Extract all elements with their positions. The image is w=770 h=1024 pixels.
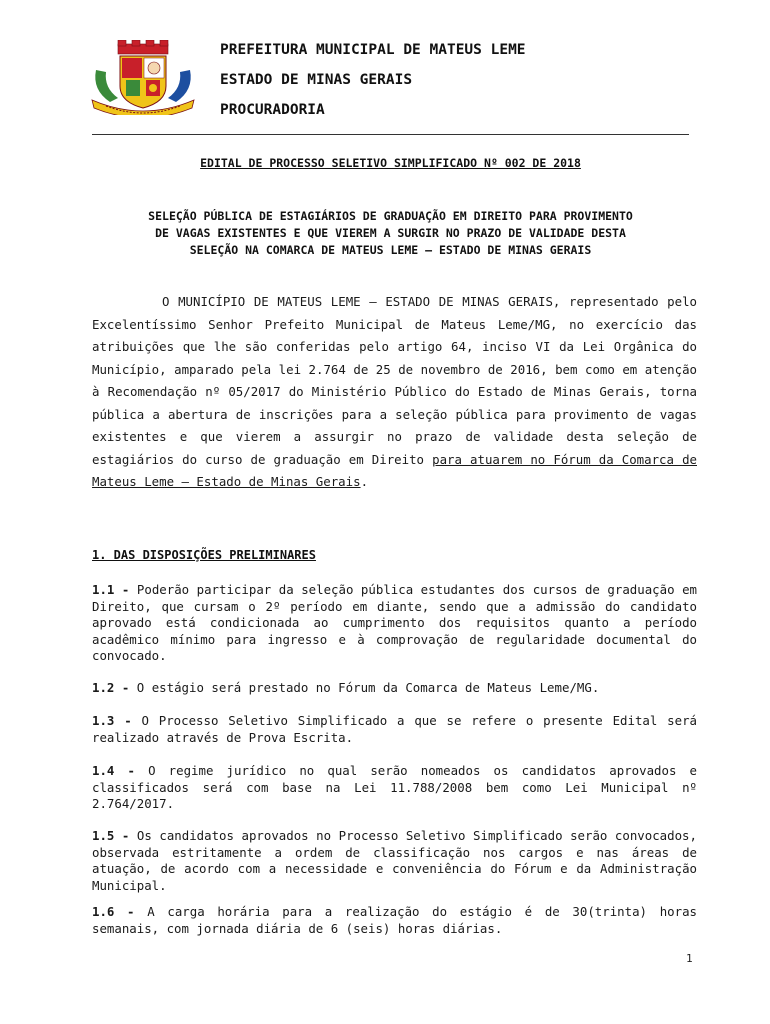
item-number: 1.4 - — [92, 763, 135, 778]
header-divider — [92, 134, 689, 135]
item-number: 1.1 - — [92, 582, 130, 597]
item-1-1 — [92, 582, 697, 665]
page-number: 1 — [686, 952, 693, 965]
item-text: O estágio será prestado no Fórum da Comarca de Mateus Leme/MG. — [129, 680, 600, 695]
item-text: O Processo Seletivo Simplificado a que se refere o presente Edital será realizado através de Prova Escrita. — [92, 713, 697, 745]
header-line-1: PREFEITURA MUNICIPAL DE MATEUS LEME — [220, 42, 526, 58]
intro-underlined-text: para atuarem no Fórum da Comarca de Mateus Leme – Estado de Minas Gerais — [92, 451, 697, 489]
item-number: 1.3 - — [92, 713, 132, 728]
item-text: A carga horária para a realização do estágio é de 30(trinta) horas semanais, com jornada diária de 6 (seis) horas diárias. — [92, 904, 697, 936]
edital-title: EDITAL DE PROCESSO SELETIVO SIMPLIFICADO Nº 002 DE 2018 — [200, 156, 581, 170]
item-text: Os candidatos aprovados no Processo Seletivo Simplificado serão convocados, observada estritamente a ordem de classificação nos cargos e nas áreas de atuação, de acordo com a necessidade e conveniência do Fórum e da Administração Municipal. — [92, 828, 697, 893]
item-1-3 — [92, 713, 697, 746]
intro-text: O MUNICÍPIO DE MATEUS LEME – ESTADO DE MINAS GERAIS, representado pelo Excelentíssimo Senhor Prefeito Municipal de Mateus Leme/MG, no exercício das atribuições que lhe são conferidas pelo artigo 64, inciso VI da Lei Orgânica do Município, amparado pela lei 2.764 de 25 de novembro de 2016, bem como em atenção à Recomendação nº 05/2017 do Ministério Público do Estado de Minas Gerais, torna pública a abertura de inscrições para a seleção pública para provimento de vagas existentes e que vierem a assurgir no prazo de validade desta seleção de estagiários do curso de graduação em Direito — [92, 294, 697, 467]
subtitle-line-2: DE VAGAS EXISTENTES E QUE VIEREM A SURGIR NO PRAZO DE VALIDADE DESTA — [155, 226, 626, 240]
subtitle-line-1: SELEÇÃO PÚBLICA DE ESTAGIÁRIOS DE GRADUAÇÃO EM DIREITO PARA PROVIMENTO — [148, 209, 633, 223]
item-1-6 — [92, 904, 697, 937]
subtitle-line-3: SELEÇÃO NA COMARCA DE MATEUS LEME – ESTADO DE MINAS GERAIS — [189, 243, 592, 257]
item-number: 1.6 - — [92, 904, 135, 919]
municipal-crest-logo — [88, 40, 198, 115]
item-1-5 — [92, 828, 697, 894]
intro-end: . — [360, 474, 369, 489]
item-number: 1.5 - — [92, 828, 130, 843]
item-1-4 — [92, 763, 697, 813]
header-line-3: PROCURADORIA — [220, 102, 325, 118]
item-1-2 — [92, 680, 697, 697]
item-number: 1.2 - — [92, 680, 130, 695]
item-text: Poderão participar da seleção pública estudantes dos cursos de graduação em Direito, que cursam o 2º período em diante, sendo que a admissão do candidato aprovado está condicionada ao cumprimento dos requisitos quanto a período acadêmico mínimo para ingresso e à comprovação de regularidade documental do convocado. — [92, 582, 697, 663]
section-1-title: 1. DAS DISPOSIÇÕES PRELIMINARES — [92, 548, 316, 562]
header-line-2: ESTADO DE MINAS GERAIS — [220, 72, 413, 88]
item-text: O regime jurídico no qual serão nomeados os candidatos aprovados e classificados será com base na Lei 11.788/2008 bem como Lei Municipal nº 2.764/2017. — [92, 763, 697, 811]
intro-paragraph — [92, 291, 697, 494]
